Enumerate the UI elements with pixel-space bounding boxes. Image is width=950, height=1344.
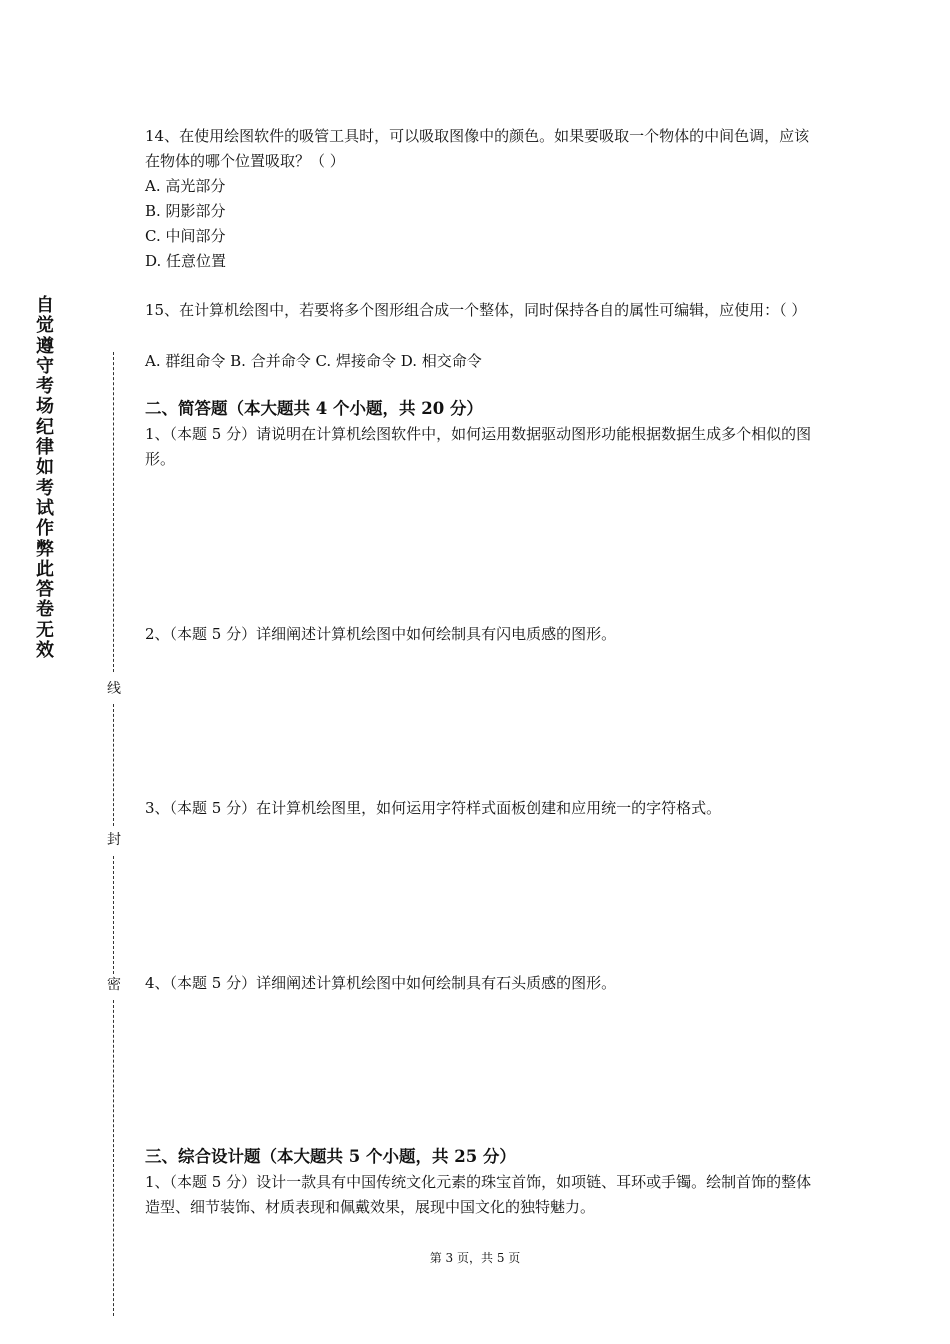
- question-14-option-b: B. 阴影部分: [145, 202, 226, 220]
- question-14-stem: 14、在使用绘图软件的吸管工具时，可以吸取图像中的颜色。如果要吸取一个物体的中间色调，应该在物体的哪个位置吸取？（ ）: [145, 127, 810, 170]
- exam-discipline-notice: 自觉遵守考场纪律如考试作弊此答卷无效: [36, 295, 54, 662]
- section-3-question-1: 1、（本题 5 分）设计一款具有中国传统文化元素的珠宝首饰，如项链、耳环或手镯。绘制首饰的整体造型、细节装饰、材质表现和佩戴效果，展现中国文化的独特魅力。: [145, 1173, 812, 1216]
- seal-mark-xian: 线: [107, 681, 121, 697]
- seal-mark-mi: 密: [107, 977, 121, 993]
- section-2-question-4: 4、（本题 5 分）详细阐述计算机绘图中如何绘制具有石头质感的图形。: [145, 974, 617, 992]
- section-2-question-3: 3、（本题 5 分）在计算机绘图里，如何运用字符样式面板创建和应用统一的字符格式。: [145, 799, 722, 817]
- section-2-heading: 二、简答题（本大题共 4 个小题，共 20 分）: [145, 399, 483, 418]
- question-15-stem: 15、在计算机绘图中，若要将多个图形组合成一个整体，同时保持各自的属性可编辑，应使用：（ ）: [145, 301, 807, 319]
- question-15-options: A. 群组命令 B. 合并命令 C. 焊接命令 D. 相交命令: [145, 352, 482, 370]
- section-2-question-1: 1、（本题 5 分）请说明在计算机绘图软件中，如何运用数据驱动图形功能根据数据生成多个相似的图形。: [145, 425, 812, 468]
- question-14-option-a: A. 高光部分: [145, 177, 226, 195]
- section-2-question-2: 2、（本题 5 分）详细阐述计算机绘图中如何绘制具有闪电质感的图形。: [145, 625, 617, 643]
- question-14-option-d: D. 任意位置: [145, 252, 227, 270]
- question-14-option-c: C. 中间部分: [145, 227, 226, 245]
- seal-mark-feng: 封: [107, 832, 121, 848]
- section-3-heading: 三、综合设计题（本大题共 5 个小题，共 25 分）: [145, 1147, 516, 1166]
- binding-dashed-line: [113, 1000, 114, 1316]
- page-number-footer: 第 3 页，共 5 页: [429, 1251, 521, 1265]
- binding-dashed-line: [113, 704, 114, 826]
- binding-dashed-line: [113, 856, 114, 974]
- binding-dashed-line: [113, 352, 114, 672]
